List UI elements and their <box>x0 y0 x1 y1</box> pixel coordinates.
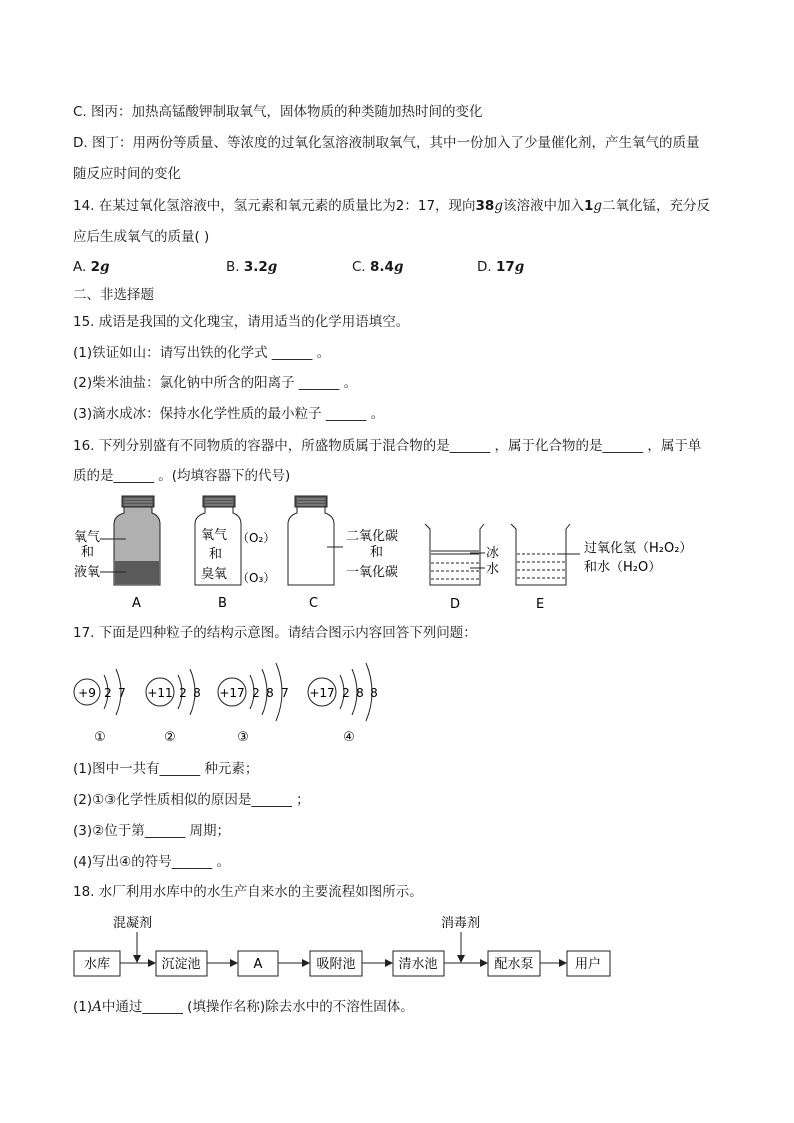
nucleus-charge: +9 <box>78 686 96 700</box>
additive-coagulant: 混凝剂 <box>113 916 153 931</box>
q17-stem: 17. 下面是四种粒子的结构示意图。请结合图示内容回答下列问题： <box>73 625 477 641</box>
q17-item-4: (4)写出④的符号______ 。 <box>73 854 231 870</box>
choice-label: C. <box>352 259 366 275</box>
c-label-2: 和 <box>370 545 384 560</box>
d-label-ice: 冰 <box>486 546 500 561</box>
shell-electrons: 2 <box>252 686 260 700</box>
atom-label: ① <box>94 730 106 745</box>
section-heading: 二、非选择题 <box>73 287 154 303</box>
a-letter: A <box>132 596 141 611</box>
shell-electrons: 8 <box>370 686 378 700</box>
e-letter: E <box>536 597 545 612</box>
flow-label: 清水池 <box>398 957 438 972</box>
choice-value: 8.4 <box>370 259 394 275</box>
shell-electrons: 2 <box>104 686 112 700</box>
choice-label: D. <box>477 259 492 275</box>
q17-item-2: (2)①③化学性质相似的原因是______ ； <box>73 792 310 808</box>
q14-unit-g1: g <box>494 198 503 214</box>
b-label-mid: 和 <box>209 547 223 562</box>
nucleus-charge: +17 <box>309 686 335 700</box>
flow-label: 用户 <box>574 957 602 972</box>
atom-label: ② <box>164 730 176 745</box>
q14-choice-a <box>73 261 109 275</box>
q14-text-a: 14. 在某过氧化氢溶液中，氢元素和氧元素的质量比为2：17，现向 <box>73 198 476 214</box>
b-letter: B <box>218 596 227 611</box>
flow-label: A <box>253 957 263 972</box>
beaker-d <box>425 524 499 612</box>
a-label-mid: 和 <box>81 545 95 560</box>
e-label-1: 过氧化氢（H₂O₂） <box>584 541 693 556</box>
choice-value: 2 <box>90 259 100 275</box>
bottle-a <box>74 496 160 611</box>
beaker-e <box>511 524 692 612</box>
flow-box-clearwater <box>393 951 444 976</box>
shell-electrons: 8 <box>266 686 274 700</box>
b-label-top: 氧气 <box>201 528 228 543</box>
flow-box-user <box>567 951 610 976</box>
q14-line1 <box>73 200 710 214</box>
q17-item-3: (3)②位于第______ 周期； <box>73 823 231 839</box>
q16-line1: 16. 下列分别盛有不同物质的容器中，所盛物质属于混合物的是______ ，属于化合物的是______ ，属于单 <box>73 438 702 454</box>
choice-unit: g <box>100 259 110 275</box>
flow-box-sedimentation <box>156 951 207 976</box>
choice-value: 17 <box>495 259 515 275</box>
shell-electrons: 8 <box>193 686 201 700</box>
choice-unit: g <box>514 259 525 275</box>
q14-text-c: 二氧化锰，充分反 <box>602 198 711 214</box>
shell-electrons: 7 <box>118 686 126 700</box>
atom-4 <box>308 663 378 745</box>
q15-item-1: (1)铁证如山：请写出铁的化学式 ______ 。 <box>73 345 331 361</box>
q14-choice-d <box>477 261 524 275</box>
q14-choice-b <box>226 261 277 275</box>
nucleus-charge: +11 <box>147 686 173 700</box>
c-label-3: 一氧化碳 <box>346 565 399 580</box>
q17-item-1: (1)图中一共有______ 种元素； <box>73 761 259 777</box>
option-d-line1: D. 图丁：用两份等质量、等浓度的过氧化氢溶液制取氧气，其中一份加入了少量催化剂，产生氧气的质量 <box>73 135 700 151</box>
b-label-bot: 臭氧 <box>201 567 228 582</box>
c-label-1: 二氧化碳 <box>346 529 399 544</box>
q15-stem: 15. 成语是我国的文化瑰宝，请用适当的化学用语填空。 <box>73 314 410 330</box>
d-letter: D <box>450 597 461 612</box>
choice-label: A. <box>73 259 87 275</box>
q18-item-1 <box>73 1001 414 1015</box>
q14-num38: 38 <box>475 198 495 214</box>
atom-label: ③ <box>237 730 249 745</box>
flow-box-reservoir <box>74 951 120 976</box>
q17-atom-diagrams <box>0 655 794 750</box>
flow-box-a <box>238 951 278 976</box>
item-var-a: A <box>92 999 102 1015</box>
q14-line2: 应后生成氧气的质量( ) <box>73 229 210 245</box>
c-letter: C <box>309 596 319 611</box>
q16-containers-figure <box>0 490 794 615</box>
q18-flowchart <box>0 912 794 982</box>
a-label-bot: 液氧 <box>74 565 101 580</box>
flow-label: 配水泵 <box>494 957 534 972</box>
shell-electrons: 2 <box>179 686 187 700</box>
q14-text-b: 该溶液中加入 <box>502 198 584 214</box>
additive-disinfectant: 消毒剂 <box>441 916 481 931</box>
option-d-line2: 随反应时间的变化 <box>73 166 181 182</box>
flow-label: 水库 <box>83 957 111 972</box>
atom-1 <box>74 669 126 745</box>
option-c: C. 图丙：加热高锰酸钾制取氧气，固体物质的种类随加热时间的变化 <box>73 104 483 120</box>
shell-electrons: 8 <box>356 686 364 700</box>
flow-box-adsorption <box>310 951 362 976</box>
q14-choice-c <box>352 261 403 275</box>
choice-value: 3.2 <box>243 259 268 275</box>
shell-electrons: 2 <box>342 686 350 700</box>
atom-2 <box>146 669 201 745</box>
choice-label: B. <box>226 259 240 275</box>
q14-unit-g2: g <box>593 198 603 214</box>
q15-item-3: (3)滴水成冰：保持水化学性质的最小粒子 ______ 。 <box>73 406 385 422</box>
choice-unit: g <box>267 259 278 275</box>
bottle-b <box>195 496 275 611</box>
flow-label: 沉淀池 <box>161 957 201 972</box>
atom-3 <box>218 663 289 745</box>
item-text: 中通过______ (填操作名称)除去水中的不溶性固体。 <box>101 999 414 1015</box>
q18-stem: 18. 水厂利用水库中的水生产自来水的主要流程如图所示。 <box>73 884 423 900</box>
q15-item-2: (2)柴米油盐：氯化钠中所含的阳离子 ______ 。 <box>73 375 358 391</box>
bottle-c <box>288 496 398 611</box>
flow-label: 吸附池 <box>316 957 356 972</box>
shell-electrons: 7 <box>281 686 289 700</box>
bottle-body-icon <box>288 507 334 585</box>
choice-unit: g <box>393 259 404 275</box>
atom-label: ④ <box>343 730 355 745</box>
a-label-top: 氧气 <box>74 530 101 545</box>
b-formula-2: （O₃） <box>237 571 276 585</box>
q14-num1: 1 <box>583 198 594 214</box>
q16-line2: 质的是______ 。(均填容器下的代号) <box>73 468 291 484</box>
flow-box-pump <box>488 951 540 976</box>
e-label-2: 和水（H₂O） <box>584 560 662 575</box>
b-formula-1: （O₂） <box>237 531 276 545</box>
item-number: (1) <box>73 999 93 1015</box>
d-label-water: 水 <box>486 562 500 577</box>
nucleus-charge: +17 <box>219 686 245 700</box>
